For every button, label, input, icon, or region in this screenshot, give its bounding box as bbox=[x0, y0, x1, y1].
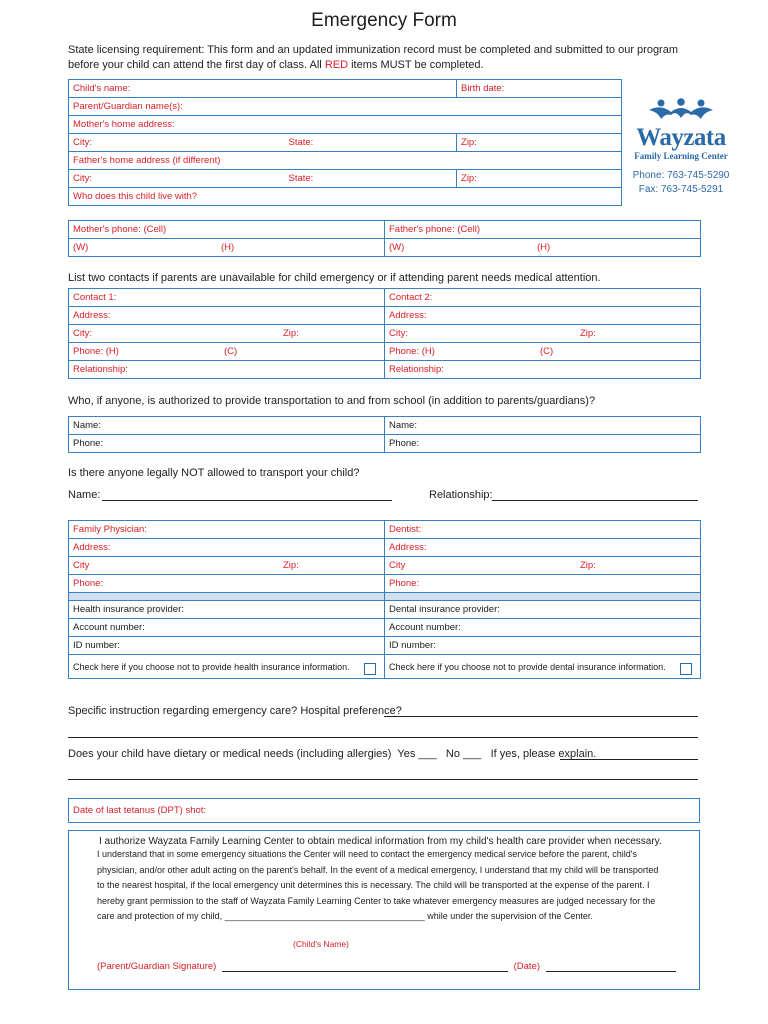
dental-id-field[interactable]: ID number: bbox=[385, 637, 701, 655]
dental-optout-cell bbox=[385, 655, 701, 679]
dentist-zip: Zip: bbox=[580, 560, 596, 571]
contact-2-phone-c: (C) bbox=[540, 346, 554, 357]
transport-1-phone[interactable]: Phone: bbox=[69, 435, 385, 453]
contact-2-phone[interactable] bbox=[385, 343, 701, 361]
transport-2-phone[interactable]: Phone: bbox=[385, 435, 701, 453]
dietary-line-1[interactable] bbox=[560, 759, 698, 760]
dental-optout-label: Check here if you choose not to provide dental insurance information. bbox=[389, 661, 666, 672]
signature-line[interactable] bbox=[222, 971, 508, 972]
authorization-body: I understand that in some emergency situations the Center will need to contact the emergency medical service before the parent, child's physician, and/or other adult acting on the parent's behalf. In the event of a medical emergency, I understand that my child will be transported to the nearest hospital, if the local emergency unit determines this is necessary. The child will be transported at the expense of the parent. I hereby grant permission to the staff of Wayzata Family Learning Center to take whatever emergency measures are judged necessary for the care and protection of my child, ________________________________________ while under the supervision of the Center. bbox=[97, 849, 659, 921]
contact-2-relationship[interactable]: Relationship: bbox=[385, 361, 701, 379]
contact-2-zip: Zip: bbox=[580, 328, 596, 339]
child-info-table bbox=[68, 79, 622, 206]
dental-account-field[interactable]: Account number: bbox=[385, 619, 701, 637]
center-logo bbox=[628, 98, 734, 197]
dental-optout-checkbox[interactable] bbox=[680, 663, 692, 675]
childs-name-caption: (Child's Name) bbox=[293, 939, 349, 949]
dietary-no[interactable]: No ___ bbox=[445, 748, 482, 760]
people-icon bbox=[646, 98, 716, 120]
parent-phones-table bbox=[68, 220, 701, 257]
contact-1-phone-h: Phone: (H) bbox=[73, 346, 119, 357]
dentist-city: City bbox=[389, 560, 406, 571]
transport-1-name[interactable]: Name: bbox=[69, 417, 385, 435]
logo-phone: Phone: 763-745-5290 bbox=[632, 170, 730, 181]
signature-row bbox=[97, 961, 676, 972]
father-zip-field[interactable]: Zip: bbox=[457, 170, 622, 188]
physician-address[interactable]: Address: bbox=[69, 539, 385, 557]
logo-wordmark: Wayzata bbox=[636, 124, 726, 151]
mother-city-field[interactable]: City: bbox=[69, 134, 272, 152]
not-allowed-prompt: Is there anyone legally NOT allowed to transport your child? bbox=[68, 467, 360, 479]
contact-2-city: City: bbox=[389, 328, 408, 339]
intro-line-2a: before your child can attend the first day of class. All bbox=[68, 59, 325, 71]
logo-fax: Fax: 763-745-5291 bbox=[638, 184, 724, 195]
intro-line-1: State licensing requirement: This form and an updated immunization record must be completed and submitted to our program bbox=[68, 44, 679, 56]
father-wh-field[interactable] bbox=[385, 239, 701, 257]
emergency-care-prompt: Specific instruction regarding emergency care? Hospital preference? bbox=[68, 705, 402, 717]
contacts-prompt: List two contacts if parents are unavailable for child emergency or if attending parent needs medical attention. bbox=[68, 272, 601, 284]
health-optout-label: Check here if you choose not to provide health insurance information. bbox=[73, 661, 350, 672]
dietary-question: Does your child have dietary or medical needs (including allergies) bbox=[68, 748, 392, 760]
not-allowed-relationship-label: Relationship: bbox=[429, 489, 493, 501]
physician-field[interactable]: Family Physician: bbox=[69, 521, 385, 539]
contact-1-address[interactable]: Address: bbox=[69, 307, 385, 325]
medical-divider-left bbox=[69, 593, 385, 601]
health-id-field[interactable]: ID number: bbox=[69, 637, 385, 655]
page-title: Emergency Form bbox=[311, 10, 457, 31]
health-optout-checkbox[interactable] bbox=[364, 663, 376, 675]
not-allowed-name-label: Name: bbox=[68, 489, 101, 501]
contact-1-cityzip[interactable] bbox=[69, 325, 385, 343]
parent-names-field[interactable]: Parent/Guardian name(s): bbox=[69, 98, 622, 116]
intro-red-word: RED bbox=[324, 59, 349, 71]
mother-address-field[interactable]: Mother's home address: bbox=[69, 116, 622, 134]
contact-2-cityzip[interactable] bbox=[385, 325, 701, 343]
dentist-cityzip[interactable] bbox=[385, 557, 701, 575]
contact-1-zip: Zip: bbox=[283, 328, 299, 339]
contact-1-phone-c: (C) bbox=[224, 346, 238, 357]
medical-table bbox=[68, 520, 701, 679]
contact-2-phone-h: Phone: (H) bbox=[389, 346, 435, 357]
contact-1-city: City: bbox=[73, 328, 92, 339]
dentist-field[interactable]: Dentist: bbox=[385, 521, 701, 539]
health-optout-cell bbox=[69, 655, 385, 679]
dietary-prompt bbox=[68, 748, 596, 760]
birth-date-field[interactable]: Birth date: bbox=[457, 80, 622, 98]
dietary-explain: If yes, please explain. bbox=[490, 748, 597, 760]
transport-prompt: Who, if anyone, is authorized to provide transportation to and from school (in addition to parents/guardians)? bbox=[68, 395, 596, 407]
father-h-label: (H) bbox=[537, 242, 551, 253]
authorization-lead: I authorize Wayzata Family Learning Center to obtain medical information from my child's health care provider when necessary. bbox=[99, 836, 662, 847]
physician-city: City bbox=[73, 560, 90, 571]
logo-subtitle: Family Learning Center bbox=[634, 151, 728, 161]
date-label: (Date) bbox=[513, 961, 541, 972]
transport-table bbox=[68, 416, 701, 453]
mother-state-field[interactable]: State: bbox=[272, 134, 457, 152]
contact-1-phone[interactable] bbox=[69, 343, 385, 361]
health-insurance-field[interactable]: Health insurance provider: bbox=[69, 601, 385, 619]
father-city-field[interactable]: City: bbox=[69, 170, 272, 188]
mother-wh-field[interactable] bbox=[69, 239, 385, 257]
intro-line-2b: items MUST be completed. bbox=[348, 59, 484, 71]
emergency-care-line-2[interactable] bbox=[68, 737, 698, 738]
mother-w-label: (W) bbox=[73, 242, 89, 253]
dentist-address[interactable]: Address: bbox=[385, 539, 701, 557]
date-line[interactable] bbox=[546, 971, 676, 972]
transport-2-name[interactable]: Name: bbox=[385, 417, 701, 435]
dentist-phone[interactable]: Phone: bbox=[385, 575, 701, 593]
contact-2-address[interactable]: Address: bbox=[385, 307, 701, 325]
father-state-field[interactable]: State: bbox=[272, 170, 457, 188]
not-allowed-relationship-line[interactable] bbox=[492, 500, 698, 501]
mother-cell-field[interactable]: Mother's phone: (Cell) bbox=[69, 221, 385, 239]
child-name-field[interactable]: Child's name: bbox=[69, 80, 457, 98]
tetanus-table bbox=[68, 798, 700, 823]
father-w-label: (W) bbox=[389, 242, 405, 253]
authorization-box bbox=[68, 830, 700, 990]
physician-phone[interactable]: Phone: bbox=[69, 575, 385, 593]
contact-2-field[interactable]: Contact 2: bbox=[385, 289, 701, 307]
contact-1-field[interactable]: Contact 1: bbox=[69, 289, 385, 307]
contacts-table bbox=[68, 288, 701, 379]
tetanus-field[interactable]: Date of last tetanus (DPT) shot: bbox=[69, 799, 700, 823]
contact-1-relationship[interactable]: Relationship: bbox=[69, 361, 385, 379]
intro-text bbox=[68, 43, 708, 73]
signature-label: (Parent/Guardian Signature) bbox=[97, 961, 217, 972]
physician-zip: Zip: bbox=[283, 560, 299, 571]
lives-with-field[interactable]: Who does this child live with? bbox=[69, 188, 622, 206]
mother-zip-field[interactable]: Zip: bbox=[457, 134, 622, 152]
not-allowed-name-line[interactable] bbox=[102, 500, 392, 501]
father-cell-field[interactable]: Father's phone: (Cell) bbox=[385, 221, 701, 239]
dental-insurance-field[interactable]: Dental insurance provider: bbox=[385, 601, 701, 619]
medical-divider-right bbox=[385, 593, 701, 601]
physician-cityzip[interactable] bbox=[69, 557, 385, 575]
intro-line-2 bbox=[68, 58, 708, 73]
mother-h-label: (H) bbox=[221, 242, 235, 253]
dietary-yes[interactable]: Yes ___ bbox=[397, 748, 437, 760]
emergency-care-line-1[interactable] bbox=[384, 716, 698, 717]
dietary-line-2[interactable] bbox=[68, 779, 698, 780]
health-account-field[interactable]: Account number: bbox=[69, 619, 385, 637]
father-address-field[interactable]: Father's home address (if different) bbox=[69, 152, 622, 170]
